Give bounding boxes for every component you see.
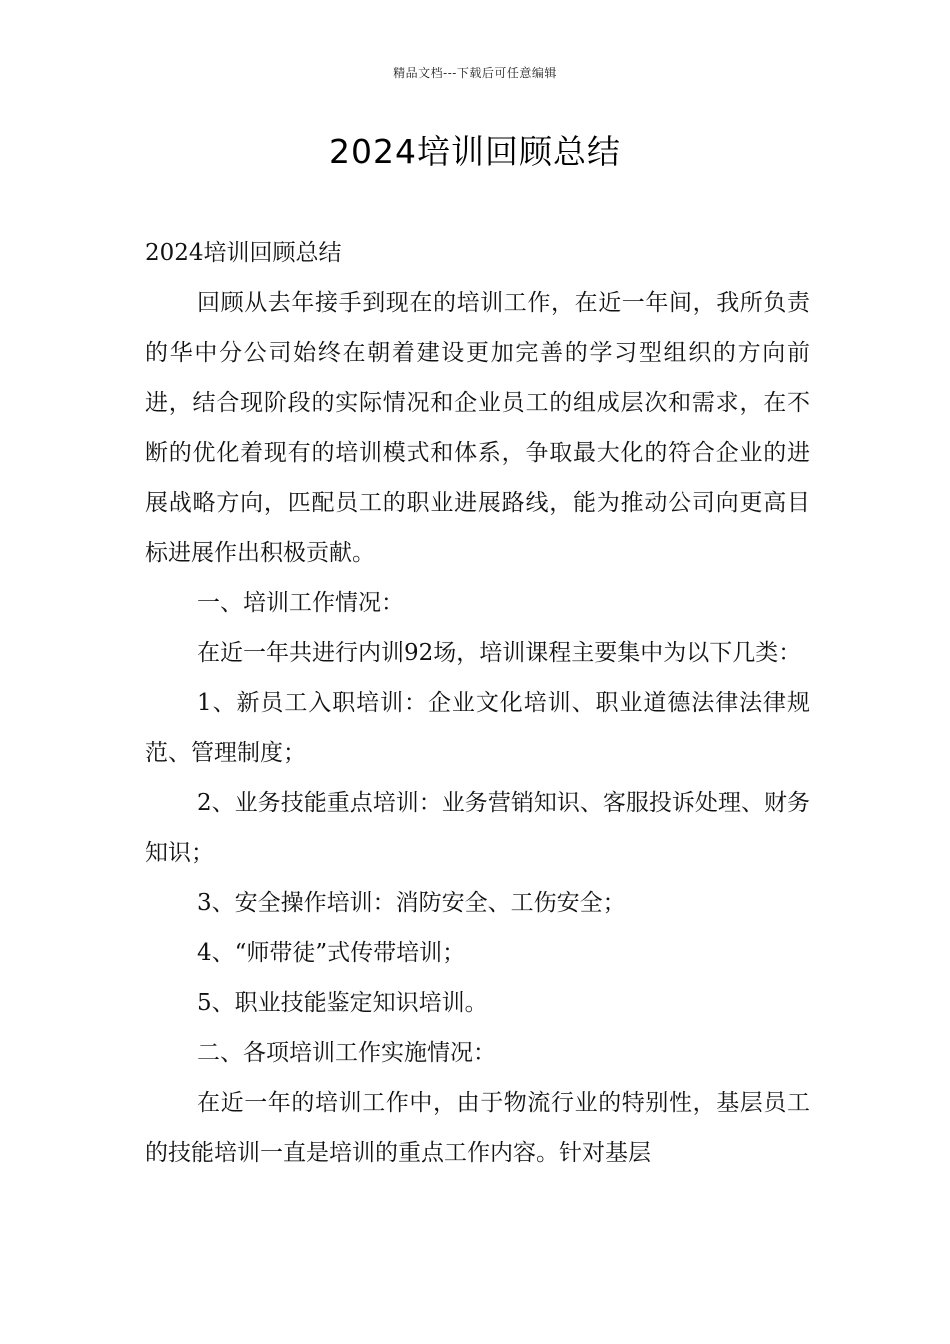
- list-item-3: 3、安全操作培训：消防安全、工伤安全；: [197, 890, 626, 916]
- paragraph-training-count: 在近一年共进行内训92场，培训课程主要集中为以下几类：: [197, 640, 802, 666]
- section-subtitle: 2024培训回顾总结: [145, 240, 342, 266]
- section-heading-1: 一、培训工作情况：: [197, 590, 404, 616]
- paragraph-intro: 回顾从去年接手到现在的培训工作，在近一年间，我所负责的华中分公司始终在朝着建设更加完善的学习型组织的方向前进，结合现阶段的实际情况和企业员工的组成层次和需求，在不断的优化着现有的培训模式和体系，争取最大化的符合企业的进展战略方向，匹配员工的职业进展路线，能为推动公司向更高目标进展作出积极贡献。: [145, 290, 810, 566]
- list-item-4: 4、“师带徒”式传带培训；: [197, 940, 466, 966]
- section-heading-2: 二、各项培训工作实施情况：: [197, 1040, 496, 1066]
- document-body: [145, 228, 810, 1178]
- header-note: 精品文档---下载后可任意编辑: [393, 66, 557, 80]
- paragraph-implementation: 在近一年的培训工作中，由于物流行业的特别性，基层员工的技能培训一直是培训的重点工作内容。针对基层: [145, 1090, 810, 1166]
- list-item-2: 2、业务技能重点培训：业务营销知识、客服投诉处理、财务知识；: [145, 790, 810, 866]
- list-item-5: 5、职业技能鉴定知识培训。: [197, 990, 488, 1016]
- document-title: 2024培训回顾总结: [329, 132, 621, 171]
- list-item-1: 1、新员工入职培训：企业文化培训、职业道德法律法律规范、管理制度；: [145, 690, 810, 766]
